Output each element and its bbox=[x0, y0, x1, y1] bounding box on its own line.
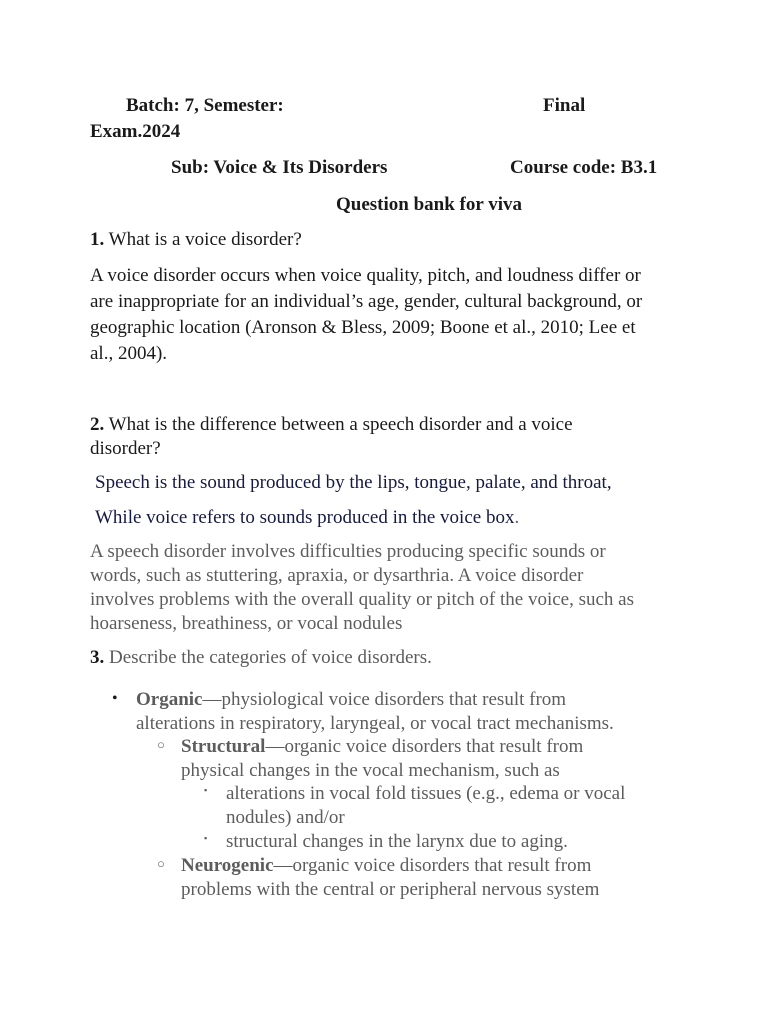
question-number: 1. bbox=[90, 229, 105, 250]
structural-item bbox=[181, 735, 583, 759]
sub-item-text: alterations in vocal fold tissues (e.g., edema or vocal bbox=[226, 783, 626, 804]
subject-title: Sub: Voice & Its Disorders bbox=[171, 157, 388, 178]
answer-line: involves problems with the overall quality or pitch of the voice, such as bbox=[90, 589, 635, 610]
structural-text: —organic voice disorders that result from bbox=[265, 736, 584, 757]
answer-line: words, such as stuttering, apraxia, or dysarthria. A voice disorder bbox=[90, 565, 584, 586]
neurogenic-text: —organic voice disorders that result from bbox=[273, 855, 592, 876]
voice-definition-period: . bbox=[514, 507, 520, 528]
course-code: Course code: B3.1 bbox=[510, 157, 658, 178]
organic-item bbox=[136, 688, 566, 712]
question-text: What is a voice disorder? bbox=[108, 229, 302, 250]
batch-semester: Batch: 7, Semester: bbox=[126, 95, 284, 116]
answer-line: A voice disorder occurs when voice quality, pitch, and loudness differ or bbox=[90, 265, 641, 286]
question-text: Describe the categories of voice disorders. bbox=[109, 647, 432, 668]
neurogenic-text-cont: problems with the central or peripheral nervous system bbox=[181, 879, 600, 900]
structural-text-cont: physical changes in the vocal mechanism, such as bbox=[181, 760, 560, 781]
answer-line: al., 2004). bbox=[90, 343, 168, 364]
voice-definition bbox=[95, 506, 519, 530]
question-number: 3. bbox=[90, 647, 105, 668]
answer-line: are inappropriate for an individual’s age, gender, cultural background, or bbox=[90, 291, 643, 312]
page-title: Question bank for viva bbox=[336, 194, 522, 215]
voice-definition-text: While voice refers to sounds produced in the voice box bbox=[95, 507, 515, 528]
speech-definition: Speech is the sound produced by the lips, tongue, palate, and throat, bbox=[95, 472, 612, 493]
answer-line: hoarseness, breathiness, or vocal nodules bbox=[90, 613, 403, 634]
neurogenic-term: Neurogenic bbox=[181, 855, 274, 876]
neurogenic-item bbox=[181, 854, 591, 878]
question-3 bbox=[90, 646, 432, 670]
bullet-circle: ○ bbox=[157, 737, 165, 752]
question-text-cont: disorder? bbox=[90, 438, 161, 459]
sub-item-text: structural changes in the larynx due to aging. bbox=[226, 831, 568, 852]
question-text: What is the difference between a speech disorder and a voice bbox=[108, 414, 573, 435]
question-number: 2. bbox=[90, 414, 105, 435]
question-2 bbox=[90, 413, 573, 437]
exam-year: Exam.2024 bbox=[90, 121, 181, 142]
structural-term: Structural bbox=[181, 736, 266, 757]
organic-text-cont: alterations in respiratory, laryngeal, or vocal tract mechanisms. bbox=[136, 713, 614, 734]
sub-item-text-cont: nodules) and/or bbox=[226, 807, 345, 828]
answer-line: geographic location (Aronson & Bless, 2009; Boone et al., 2010; Lee et bbox=[90, 317, 636, 338]
answer-line: A speech disorder involves difficulties producing specific sounds or bbox=[90, 541, 606, 562]
bullet-square: ▪ bbox=[204, 785, 208, 795]
organic-text: —physiological voice disorders that result from bbox=[202, 689, 567, 710]
question-1 bbox=[90, 228, 302, 252]
bullet-circle: ○ bbox=[157, 856, 165, 871]
bullet-disc: • bbox=[112, 690, 118, 707]
organic-term: Organic bbox=[136, 689, 203, 710]
bullet-square: ▪ bbox=[204, 833, 208, 843]
final-label: Final bbox=[543, 95, 586, 116]
